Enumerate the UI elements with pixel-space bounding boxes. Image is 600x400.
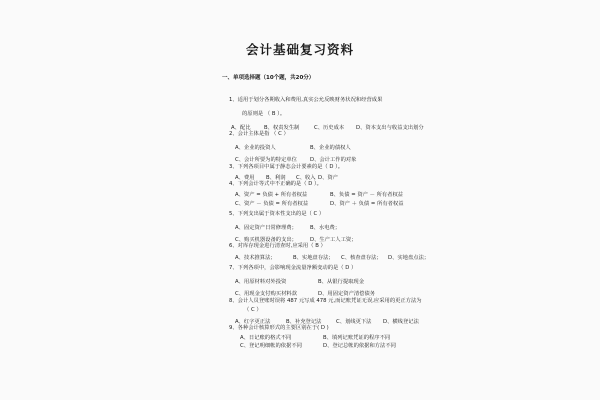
question-9-option-d: D、登记总帐的依据和方法不同 [323,343,396,349]
question-4-option-b: B、负债 = 资产 － 所有者权益 [330,192,404,198]
question-1-option-d: D、资本支出与收益支出划分 [356,125,424,131]
page-title: 会计基础复习资料 [245,42,354,57]
question-1-stem: 1、适用于划分各期收入和费用,真实公允反映财务状况和经营成果 [229,97,383,103]
question-5-option-c: C、购买机器设备的支出； [235,237,297,243]
question-3-option-d: D、资产 [318,175,338,181]
question-1-option-b: B、权责发生制 [264,125,300,131]
question-4-option-c: C、资产 － 负债 = 所有者权益 [235,201,309,207]
question-5-option-b: B、水电费； [310,225,341,231]
question-8-stem: 8、会计人员登账时误将 487 元写成 478 元,而记账凭证无误,应采用的更正方法为 [229,298,422,304]
question-2-stem: 2、会计主体是指 （ C ） [229,131,289,137]
question-9-option-a: A、日记账的格式不同 [240,335,292,341]
question-7-option-b: B、从银行提取现金 [318,279,365,285]
question-1-option-c: C、历史成本 [314,125,345,131]
question-6-option-a: A、技术推算法； [235,255,276,261]
question-5-option-d: D、生产工人工资； [310,237,357,243]
question-3-stem: 3、下列各项目中属于静态会计要素的是（ D ）。 [229,164,344,170]
question-1-option-a: A、配比 [231,125,251,131]
question-5-stem: 5、下列支出属于资本性支出的是（ C ） [229,211,325,217]
question-7-option-a: A、用原材料对外投资 [235,279,287,285]
question-5-option-a: A、固定资产日常修理费； [235,225,297,231]
section-heading: 一、单项选择题（10个题，共20分） [222,75,315,81]
question-6-stem: 6、对库存现金进行清查时,应采用（ B ） [229,243,326,249]
question-7-option-c: C、用现金支付购买材料款 [235,291,297,297]
question-3-option-c: C、收入 [296,175,316,181]
question-7-stem: 7、下列各项中，会影响现金流量净额变动的是（ D ） [229,265,357,271]
question-6-option-d: D、实地盘点法； [388,255,430,261]
question-2-option-d: D、会计工作的对象 [310,157,357,163]
question-4-option-d: D、资产 ＋ 负债 = 所有者权益 [330,201,404,207]
question-7-option-d: D、用固定资产清偿债务 [318,291,376,297]
question-6-option-c: C、核查盘存法； [341,255,382,261]
question-2-option-a: A、企业的投资人 [235,145,276,151]
question-2-option-c: C、会计所要为的特定单位 [235,157,297,163]
question-1-stem-cont: 的原则是 （ B ）。 [242,111,286,117]
question-9-option-c: C、登记明细帐的依据不同 [240,343,302,349]
question-8-stem-cont: （ C ） [244,307,262,313]
question-8-option-c: C、划线更下法 [336,319,372,325]
question-8-option-b: B、补充登记法 [286,319,322,325]
question-3-option-a: A、费用 [235,175,255,181]
question-2-option-b: B、企业的债权人 [310,145,351,151]
question-9-option-b: B、填列记账凭证的程序不同 [323,335,391,341]
question-4-option-a: A、资产 = 负债 + 所有者权益 [235,192,308,198]
question-8-option-a: A、红字更正法 [235,319,271,325]
question-4-stem: 4、下列会计等式中不正确的是（ D ）。 [229,181,322,187]
question-8-option-d: D、横线登记法 [383,319,419,325]
question-9-stem: 9、各种会计核算形式的主要区别在于( D ) [229,325,329,331]
question-6-option-b: B、实地盘存法； [293,255,334,261]
question-3-option-b: B、利润 [266,175,286,181]
